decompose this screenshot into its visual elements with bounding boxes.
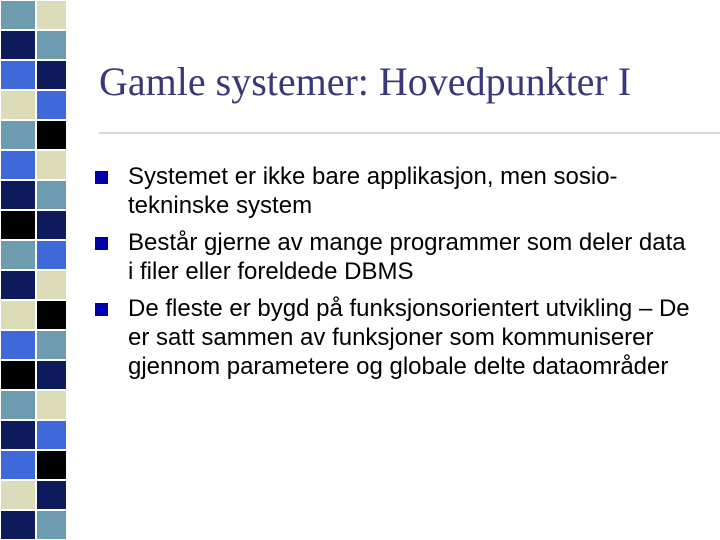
decorative-square: [36, 210, 67, 240]
decorative-square: [0, 150, 36, 180]
decorative-square: [36, 300, 67, 330]
decorative-square: [0, 60, 36, 90]
decorative-square-strip: [0, 0, 67, 540]
decorative-square: [0, 120, 36, 150]
decorative-square: [0, 480, 36, 510]
decorative-square: [36, 480, 67, 510]
bullet-item-3: [95, 294, 695, 381]
decorative-square: [0, 270, 36, 300]
decorative-square: [0, 510, 36, 540]
bullet-item-1: [95, 162, 695, 220]
decorative-square: [36, 390, 67, 420]
decorative-square: [36, 30, 67, 60]
square-bullet-icon: [95, 237, 108, 250]
title-underline: [99, 132, 720, 134]
slide-title: Gamle systemer: Hovedpunkter I: [99, 59, 632, 104]
decorative-square: [36, 180, 67, 210]
decorative-square: [0, 240, 36, 270]
decorative-square: [0, 390, 36, 420]
bullet-text-1: Systemet er ikke bare applikasjon, men sosio-tekninske system: [128, 163, 618, 219]
decorative-square: [36, 150, 67, 180]
bullet-text-2: Består gjerne av mange programmer som deler data i filer eller foreldede DBMS: [128, 229, 686, 285]
decorative-square: [36, 450, 67, 480]
decorative-square: [36, 270, 67, 300]
decorative-square: [0, 360, 36, 390]
decorative-square: [36, 360, 67, 390]
decorative-square: [0, 450, 36, 480]
decorative-square: [0, 30, 36, 60]
decorative-square: [0, 90, 36, 120]
decorative-square: [36, 120, 67, 150]
decorative-square: [36, 60, 67, 90]
square-bullet-icon: [95, 171, 108, 184]
decorative-square: [36, 330, 67, 360]
decorative-square: [36, 510, 67, 540]
decorative-square: [0, 0, 36, 30]
bullet-list: [95, 162, 695, 389]
decorative-square: [36, 0, 67, 30]
decorative-square: [0, 330, 36, 360]
decorative-square: [0, 180, 36, 210]
decorative-square: [0, 420, 36, 450]
decorative-square: [36, 90, 67, 120]
bullet-item-2: [95, 228, 695, 286]
square-bullet-icon: [95, 303, 108, 316]
bullet-text-3: De fleste er bygd på funksjonsorientert utvikling – De er satt sammen av funksjoner som kommuniserer gjennom parametere og globale delte dataområder: [128, 295, 690, 380]
decorative-square: [0, 210, 36, 240]
decorative-square: [36, 240, 67, 270]
decorative-square: [0, 300, 36, 330]
decorative-square: [36, 420, 67, 450]
